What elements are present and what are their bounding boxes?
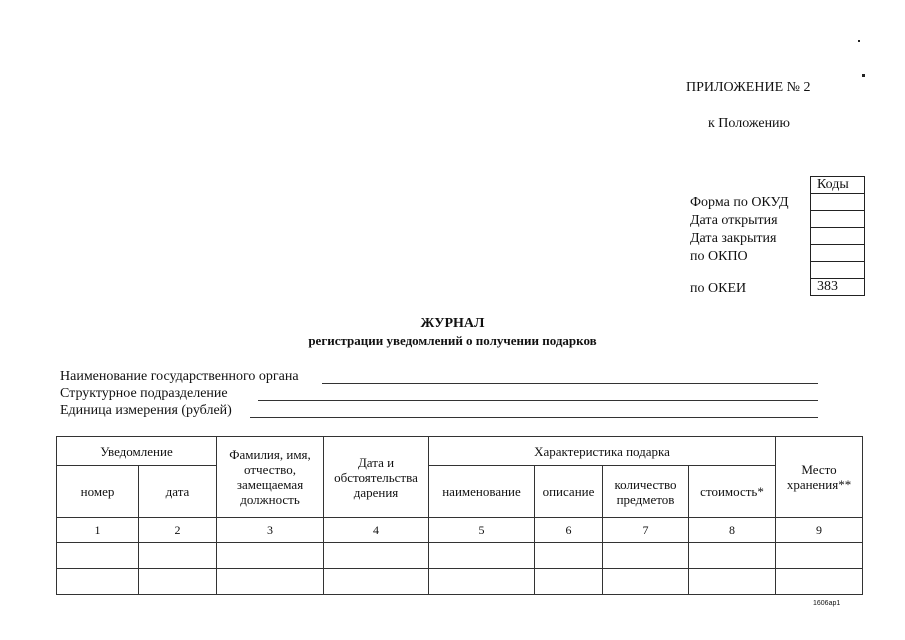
table-cell[interactable] [429, 543, 535, 569]
table-cell[interactable] [603, 569, 689, 595]
codes-label: по ОКЕИ [690, 281, 747, 296]
org-name-label: Наименование государственного органа [60, 369, 299, 384]
header-storage-place [776, 437, 863, 518]
column-number-row [57, 518, 863, 543]
table-cell[interactable] [139, 543, 217, 569]
column-number: 2 [139, 518, 217, 543]
header-gift-description: описание [535, 466, 603, 518]
codes-cell [811, 211, 865, 228]
header-number: номер [57, 466, 139, 518]
table-cell[interactable] [689, 569, 776, 595]
unit-label: Единица измерения (рублей) [60, 403, 232, 418]
table-cell[interactable] [139, 569, 217, 595]
unit-input-line[interactable] [250, 417, 818, 418]
codes-label: Форма по ОКУД [690, 195, 789, 210]
table-cell[interactable] [603, 543, 689, 569]
department-input-line[interactable] [258, 400, 818, 401]
codes-cell [811, 194, 865, 211]
table-row [57, 543, 863, 569]
header-gift-name: наименование [429, 466, 535, 518]
codes-label: Дата открытия [690, 213, 778, 228]
table-cell[interactable] [535, 569, 603, 595]
codes-cell [811, 262, 865, 279]
table-cell[interactable] [535, 543, 603, 569]
header-text: предметов [616, 491, 675, 507]
header-name-position [217, 437, 324, 518]
table-row [57, 569, 863, 595]
column-number: 8 [689, 518, 776, 543]
column-number: 6 [535, 518, 603, 543]
scan-dot [858, 40, 860, 42]
column-number: 5 [429, 518, 535, 543]
header-cost: стоимость* [689, 466, 776, 518]
header-quantity [603, 466, 689, 518]
header-date-circumstances [324, 437, 429, 518]
header-text: замещаемая [236, 477, 304, 492]
column-number: 9 [776, 518, 863, 543]
codes-table [810, 176, 865, 296]
register-table [56, 436, 863, 595]
footer-code: 1606ap1 [813, 600, 841, 607]
header-date: дата [139, 466, 217, 518]
scan-dot [862, 74, 865, 77]
column-number: 1 [57, 518, 139, 543]
column-number: 3 [217, 518, 324, 543]
table-cell[interactable] [57, 543, 139, 569]
codes-cell-okei: 383 [811, 279, 865, 296]
table-cell[interactable] [776, 569, 863, 595]
codes-cell [811, 245, 865, 262]
codes-label: Дата закрытия [690, 231, 777, 246]
header-text: Дата и [357, 454, 395, 470]
appendix-label: ПРИЛОЖЕНИЕ № 2 [686, 80, 811, 95]
table-cell[interactable] [324, 569, 429, 595]
header-text: обстоятельства [334, 469, 418, 485]
header-text: хранения** [786, 477, 852, 492]
table-cell[interactable] [217, 569, 324, 595]
header-text: дарения [353, 484, 399, 500]
table-cell[interactable] [57, 569, 139, 595]
codes-cell [811, 228, 865, 245]
codes-header: Коды [811, 177, 865, 194]
column-number: 4 [324, 518, 429, 543]
table-cell[interactable] [217, 543, 324, 569]
document-title: ЖУРНАЛ [420, 316, 485, 331]
header-notification: Уведомление [57, 437, 217, 466]
codes-labels [690, 194, 789, 298]
codes-label: по ОКПО [690, 249, 748, 264]
header-text: Место [801, 462, 837, 477]
codes-label [690, 266, 789, 280]
org-name-input-line[interactable] [322, 383, 818, 384]
regulation-label: к Положению [708, 116, 791, 131]
column-number: 7 [603, 518, 689, 543]
table-cell[interactable] [689, 543, 776, 569]
table-cell[interactable] [776, 543, 863, 569]
header-gift-characteristics: Характеристика подарка [429, 437, 776, 466]
table-cell[interactable] [324, 543, 429, 569]
header-text: должность [240, 492, 300, 507]
header-text: отчество, [244, 462, 296, 477]
header-text: количество [614, 476, 677, 492]
document-subtitle: регистрации уведомлений о получении подарков [308, 333, 597, 348]
department-label: Структурное подразделение [60, 386, 228, 401]
table-cell[interactable] [429, 569, 535, 595]
header-text: Фамилия, имя, [229, 447, 311, 462]
